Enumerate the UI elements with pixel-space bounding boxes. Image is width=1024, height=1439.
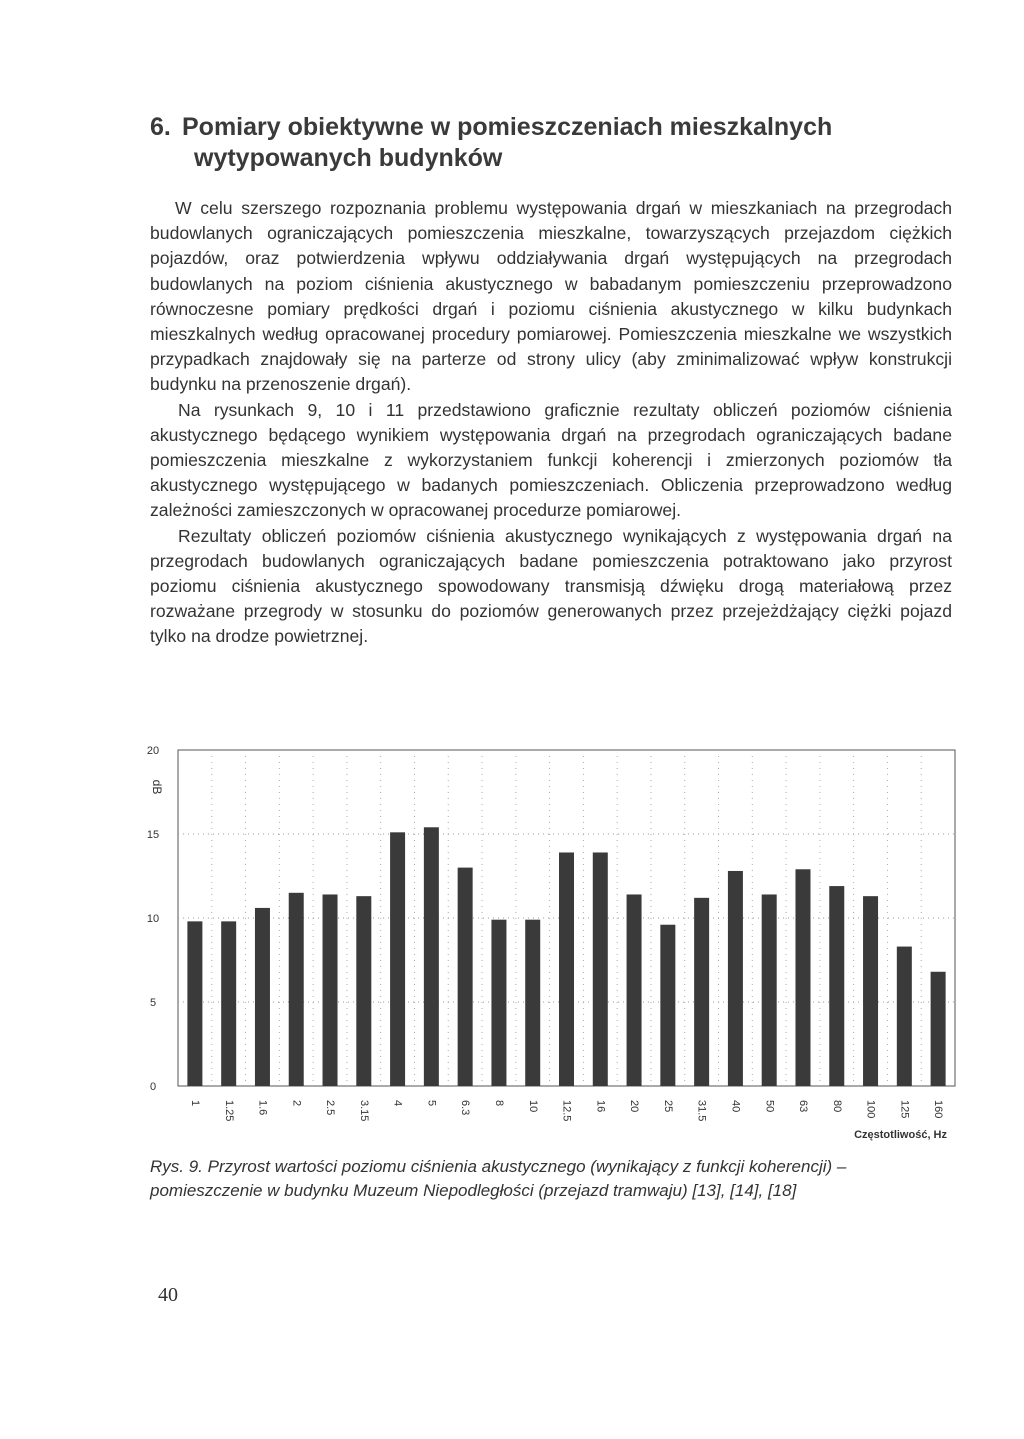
figure-caption-text: Przyrost wartości poziomu ciśnienia akustycznego (wynikający z funkcji koherencji) – pomieszczenie w budynku Muzeum Niepodległości (przejazd tramwaju) [13], [14], [18] [150,1157,847,1200]
x-tick-label: 63 [797,1100,810,1113]
bar-160 [931,972,946,1086]
y-tick-label: 15 [146,829,160,841]
bar-20 [627,894,642,1086]
x-tick-label: 1.6 [256,1100,269,1116]
x-tick-label: 100 [864,1100,877,1119]
bar-12.5 [559,852,574,1086]
x-tick-label: 31.5 [695,1100,708,1122]
bar-1.25 [221,921,236,1086]
x-tick-label: 8 [493,1100,506,1107]
x-tick-label: 12.5 [560,1100,573,1122]
page-number: 40 [158,1284,178,1306]
x-axis-label: Częstotliwość, Hz [854,1129,947,1141]
x-tick-label: 50 [763,1100,776,1113]
bar-5 [424,827,439,1086]
bar-16 [593,852,608,1086]
bar-6.3 [458,868,473,1086]
figure-caption [150,1155,960,1203]
bar-25 [660,925,675,1086]
y-tick-label: 0 [149,1081,157,1093]
bar-10 [525,920,540,1086]
y-tick-label: 5 [149,997,157,1009]
bar-100 [863,896,878,1086]
x-tick-label: 20 [628,1100,641,1113]
bar-50 [762,894,777,1086]
x-tick-label: 16 [594,1100,607,1113]
x-tick-label: 160 [932,1100,945,1119]
x-tick-label: 125 [898,1100,911,1119]
section-title-line1: Pomiary obiektywne w pomieszczeniach mieszkalnych [182,113,833,141]
y-tick-label: 10 [146,913,160,925]
bar-8 [491,920,506,1086]
x-tick-label: 1.25 [222,1100,235,1122]
body-text [150,196,952,650]
section-heading [150,112,930,174]
bar-63 [795,869,810,1086]
x-tick-label: 25 [661,1100,674,1113]
bar-3.15 [356,896,371,1086]
x-tick-label: 2.5 [324,1100,337,1116]
bar-1.6 [255,908,270,1086]
x-tick-label: 10 [526,1100,539,1113]
paragraph-2: Na rysunkach 9, 10 i 11 przedstawiono graficznie rezultaty obliczeń poziomów ciśnienia akustycznego będącego wynikiem występowania drgań na przegrodach ograniczających badane pomieszczenia mieszkalne z wykorzystaniem funkcji koherencji i zmierzonych poziomów tła akustycznego występującego w badanych pomieszczeniach. Obliczenia przeprowadzono według zależności zamieszczonych w opracowanej procedurze pomiarowej. [150,399,952,521]
x-tick-label: 4 [391,1100,404,1107]
bar-40 [728,871,743,1086]
bar-4 [390,832,405,1086]
y-tick-label: 20 [146,745,160,757]
bar-chart [140,738,970,1148]
bar-1 [187,921,202,1086]
bar-2.5 [323,894,338,1086]
paragraph-1: W celu szerszego rozpoznania problemu występowania drgań w mieszkaniach na przegrodach budowlanych ograniczających pomieszczenia mieszkalne, towarzyszących przejazdom ciężkich pojazdów, oraz potwierdzenia wpływu oddziaływania drgań występujących na przegrodach budowlanych na poziom ciśnienia akustycznego w babadanym pomieszczeniu przeprowadzono równoczesne pomiary prędkości drgań i poziomu ciśnienia akustycznego w kilku budynkach mieszkalnych według opracowanej procedury pomiarowej. Pomieszczenia mieszkalne we wszystkich przypadkach znajdowały się na parterze od strony ulicy (aby zminimalizować wpływ konstrukcji budynku na przenoszenie drgań). [150,198,952,395]
x-tick-label: 1 [188,1100,201,1107]
section-title-line2: wytypowanych budynków [194,144,503,172]
bar-31.5 [694,898,709,1086]
paragraph-3: Rezultaty obliczeń poziomów ciśnienia akustycznego wynikających z występowania drgań na przegrodach budowlanych ograniczających badane pomieszczenia potraktowano jako przyrost poziomu ciśnienia akustycznego spowodowany transmisją dźwięku drogą materiałową przez rozważane przegrody w stosunku do poziomów generowanych przez przejeżdżający ciężki pojazd tylko na drodze powietrznej. [150,525,952,647]
x-tick-label: 5 [425,1100,438,1107]
x-tick-label: 40 [729,1100,742,1113]
x-tick-label: 2 [290,1100,303,1107]
x-tick-label: 80 [830,1100,843,1113]
bar-125 [897,947,912,1086]
bar-2 [289,893,304,1086]
x-tick-label: 3.15 [357,1100,370,1122]
section-number: 6. [150,113,171,141]
bar-80 [829,886,844,1086]
x-tick-label: 6.3 [459,1100,472,1116]
figure-label: Rys. 9. [150,1157,203,1176]
y-axis-label: dB [150,779,164,795]
